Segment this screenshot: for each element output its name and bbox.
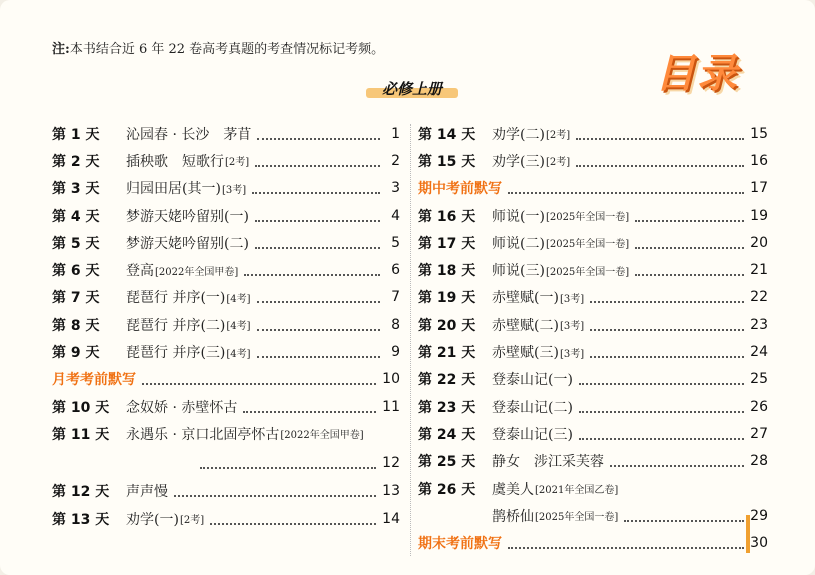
section-label: 必修上册 <box>381 80 442 98</box>
toc-day: 第 17 天 <box>418 235 476 252</box>
toc-title: 念奴娇 · 赤壁怀古 <box>126 399 238 416</box>
toc-entry[interactable] <box>52 478 400 505</box>
exam-frequency-tag: [2025年全国一卷] <box>545 266 630 278</box>
exam-frequency-tag: [3考] <box>559 293 585 305</box>
toc-title: 梦游天姥吟留别(二) <box>126 235 249 252</box>
exam-frequency-tag: [2022年全国甲卷] <box>280 430 364 442</box>
toc-entry[interactable] <box>418 366 768 393</box>
toc-entry[interactable] <box>418 420 768 447</box>
toc-entry[interactable] <box>52 338 400 365</box>
toc-page-number: 17 <box>750 180 768 197</box>
toc-day: 第 3 天 <box>52 181 100 198</box>
toc-page-number: 8 <box>391 316 400 333</box>
exam-frequency-tag: [2021年全国乙卷] <box>535 485 619 496</box>
leader-dots <box>576 138 744 140</box>
exam-frequency-tag: [2考] <box>179 515 205 526</box>
toc-day: 第 11 天 <box>52 426 110 443</box>
leader-dots <box>255 165 380 167</box>
toc-entry[interactable] <box>52 366 400 393</box>
toc-entry[interactable] <box>418 120 768 147</box>
leader-dots <box>243 411 376 413</box>
toc-day: 第 20 天 <box>418 317 476 334</box>
exam-frequency-tag: [2025年全国一卷] <box>535 512 619 524</box>
toc-title: 师说(二) <box>492 235 545 252</box>
toc-title: 永遇乐 · 京口北固亭怀古 <box>126 426 280 443</box>
toc-title: 登泰山记(一) <box>492 372 573 389</box>
frequency-note: 注:本书结合近 6 年 22 卷高考真题的考查情况标记考频。 <box>52 42 385 57</box>
toc-entry[interactable] <box>418 147 768 174</box>
toc-page-number: 29 <box>750 507 768 524</box>
toc-page-number: 27 <box>750 425 768 442</box>
toc-title: 登高 <box>126 263 154 280</box>
page-edge-marker <box>746 515 750 553</box>
toc-day: 第 8 天 <box>52 317 100 334</box>
leader-dots <box>244 274 380 276</box>
toc-page-number: 7 <box>391 289 400 306</box>
exam-frequency-tag: [2考] <box>545 130 571 142</box>
toc-entry[interactable] <box>52 229 400 256</box>
toc-day: 第 1 天 <box>52 126 100 143</box>
toc-page-number: 15 <box>750 125 768 142</box>
toc-title: 赤壁赋(二) <box>492 317 559 334</box>
toc-day: 第 24 天 <box>418 426 476 443</box>
leader-dots <box>257 356 380 358</box>
toc-entry[interactable] <box>418 311 768 338</box>
toc-day: 第 9 天 <box>52 345 100 362</box>
toc-title: 登泰山记(二) <box>492 399 573 416</box>
toc-entry[interactable] <box>418 502 768 529</box>
toc-entry[interactable] <box>52 175 400 202</box>
toc-title: 静女 涉江采芙蓉 <box>492 454 604 471</box>
toc-page-number: 25 <box>750 371 768 388</box>
leader-dots <box>252 192 380 194</box>
exam-frequency-tag: [4考] <box>226 293 251 305</box>
toc-entry[interactable] <box>52 202 400 229</box>
toc-day: 第 23 天 <box>418 399 476 416</box>
toc-title: 劝学(一) <box>126 511 179 528</box>
toc-entry[interactable] <box>52 120 400 147</box>
toc-day: 第 25 天 <box>418 454 476 471</box>
leader-dots <box>200 467 376 469</box>
toc-page-number: 9 <box>391 344 400 361</box>
toc-title: 琵琶行 并序(二) <box>126 317 226 334</box>
toc-entry[interactable] <box>418 202 768 229</box>
toc-column-left <box>52 120 400 532</box>
leader-dots <box>210 523 376 525</box>
toc-day: 第 4 天 <box>52 208 100 225</box>
toc-page-number: 21 <box>750 262 768 279</box>
toc-entry[interactable] <box>52 147 400 174</box>
toc-entry[interactable] <box>52 448 400 478</box>
toc-page-number: 20 <box>750 234 768 251</box>
leader-dots <box>174 495 376 497</box>
toc-column-right <box>418 120 768 557</box>
toc-page-number: 23 <box>750 316 768 333</box>
toc-page-number: 10 <box>382 371 400 388</box>
leader-dots <box>610 465 744 467</box>
toc-day: 第 10 天 <box>52 399 110 416</box>
toc-page-number: 13 <box>382 483 400 500</box>
toc-title: 沁园春 · 长沙 茅苜 <box>126 126 252 143</box>
exam-frequency-tag: [4考] <box>226 348 251 360</box>
toc-page-number: 19 <box>750 207 768 224</box>
leader-dots <box>635 274 744 276</box>
exam-frequency-tag: [4考] <box>226 321 251 333</box>
toc-title: 期中考前默写 <box>418 181 502 198</box>
toc-entry[interactable] <box>52 393 400 420</box>
toc-entry[interactable] <box>418 529 768 556</box>
toc-title: 梦游天姥吟留别(一) <box>126 208 249 225</box>
toc-title: 期末考前默写 <box>418 536 502 553</box>
leader-dots <box>255 220 380 222</box>
toc-day: 第 19 天 <box>418 290 476 307</box>
toc-page-number: 1 <box>391 125 400 142</box>
leader-dots <box>255 247 380 249</box>
toc-page-number: 12 <box>382 454 400 471</box>
toc-title: 鹊桥仙 <box>492 508 534 525</box>
toc-entry[interactable] <box>418 448 768 475</box>
toc-day: 第 13 天 <box>52 511 110 528</box>
toc-title: 登泰山记(三) <box>492 426 573 443</box>
toc-entry[interactable] <box>52 420 400 447</box>
toc-entry[interactable] <box>418 338 768 365</box>
leader-dots <box>142 383 376 385</box>
toc-day: 第 12 天 <box>52 484 110 501</box>
exam-frequency-tag: [2025年全国一卷] <box>545 239 630 251</box>
page-title: 目录 <box>655 51 739 97</box>
toc-day: 第 6 天 <box>52 263 100 280</box>
leader-dots <box>257 301 380 303</box>
exam-frequency-tag: [3考] <box>559 348 585 360</box>
toc-page-number: 14 <box>382 510 400 527</box>
exam-frequency-tag: [2考] <box>545 157 571 169</box>
toc-day: 第 22 天 <box>418 372 476 389</box>
toc-entry[interactable] <box>418 229 768 256</box>
toc-title: 琵琶行 并序(一) <box>126 290 226 307</box>
leader-dots <box>257 329 380 331</box>
toc-day: 第 16 天 <box>418 208 476 225</box>
leader-dots <box>635 220 744 222</box>
exam-frequency-tag: [3考] <box>559 321 585 333</box>
toc-page-number: 30 <box>750 535 768 552</box>
toc-page-number: 3 <box>391 180 400 197</box>
toc-page-number: 4 <box>391 207 400 224</box>
toc-entry[interactable] <box>418 393 768 420</box>
toc-day: 第 14 天 <box>418 126 476 143</box>
leader-dots <box>579 383 744 385</box>
exam-frequency-tag: [3考] <box>221 184 247 196</box>
toc-entry[interactable] <box>418 475 768 502</box>
toc-entry[interactable] <box>52 505 400 532</box>
toc-page-number: 16 <box>750 152 768 169</box>
toc-day: 第 15 天 <box>418 153 476 170</box>
column-divider <box>410 124 411 556</box>
leader-dots <box>508 192 744 194</box>
toc-page-number: 5 <box>391 234 400 251</box>
exam-frequency-tag: [2022年全国甲卷] <box>155 266 239 278</box>
toc-title: 师说(三) <box>492 263 545 280</box>
leader-dots <box>576 165 744 167</box>
toc-title: 劝学(二) <box>492 126 545 143</box>
leader-dots <box>590 356 744 358</box>
leader-dots <box>624 520 744 522</box>
toc-page-number: 28 <box>750 453 768 470</box>
leader-dots <box>579 438 744 440</box>
leader-dots <box>508 547 744 549</box>
toc-day: 第 21 天 <box>418 345 476 362</box>
toc-entry[interactable] <box>52 311 400 338</box>
toc-title: 琵琶行 并序(三) <box>126 345 226 362</box>
toc-page-number: 2 <box>391 152 400 169</box>
toc-page-number: 24 <box>750 344 768 361</box>
toc-title: 赤壁赋(一) <box>492 290 559 307</box>
toc-page-number: 6 <box>391 262 400 279</box>
toc-day: 第 5 天 <box>52 235 100 252</box>
toc-title: 月考考前默写 <box>52 372 136 389</box>
toc-title: 劝学(三) <box>492 153 545 170</box>
toc-title: 赤壁赋(三) <box>492 345 559 362</box>
toc-entry[interactable] <box>418 175 768 202</box>
toc-title: 插秧歌 短歌行 <box>126 153 224 170</box>
leader-dots <box>579 411 744 413</box>
toc-day: 第 18 天 <box>418 263 476 280</box>
toc-page-number: 11 <box>382 398 400 415</box>
exam-frequency-tag: [2025年全国一卷] <box>545 212 630 224</box>
toc-entry[interactable] <box>418 284 768 311</box>
exam-frequency-tag: [2考] <box>225 157 250 169</box>
toc-title: 声声慢 <box>126 484 168 501</box>
leader-dots <box>635 247 744 249</box>
section-heading <box>362 76 462 102</box>
toc-day: 第 2 天 <box>52 153 100 170</box>
leader-dots <box>590 329 744 331</box>
toc-page-number: 22 <box>750 289 768 306</box>
toc-entry[interactable] <box>52 256 400 283</box>
toc-day: 第 7 天 <box>52 290 100 307</box>
toc-day: 第 26 天 <box>418 481 476 498</box>
toc-entry[interactable] <box>418 256 768 283</box>
leader-dots <box>257 138 380 140</box>
toc-title: 师说(一) <box>492 208 545 225</box>
leader-dots <box>590 301 744 303</box>
toc-page-number: 26 <box>750 398 768 415</box>
toc-title: 归园田居(其一) <box>126 181 221 198</box>
toc-entry[interactable] <box>52 284 400 311</box>
toc-title: 虞美人 <box>492 481 534 498</box>
